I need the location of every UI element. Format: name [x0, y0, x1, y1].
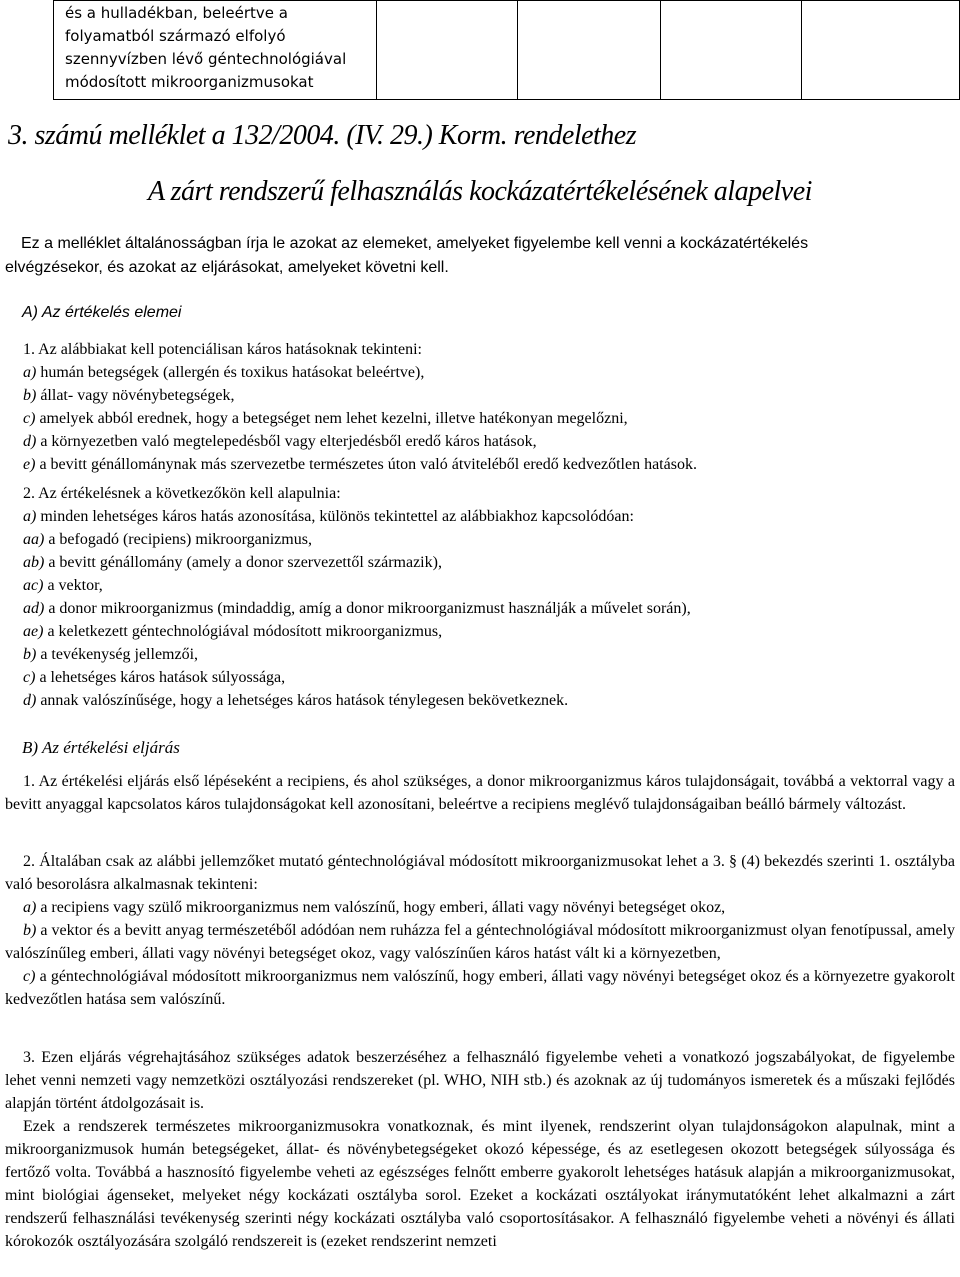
table-cell-empty: [661, 1, 802, 100]
section-b-point-3: [5, 1046, 955, 1253]
paragraph: 3. Ezen eljárás végrehajtásához szükséges adatok beszerzéséhez a felhasználó figyelembe veheti a vonatkozó jogszabályokat, de figyelembe lehet venni nemzeti vagy nemzetközi osztályozási rendszereket (pl. WHO, NIH stb.) és azoknak az új tudományos ismeretek és a műszaki fejlődés alapján történt átdolgozásait is.: [5, 1049, 955, 1112]
item-text: humán betegségek (allergén és toxikus hatásokat beleértve),: [36, 364, 425, 381]
item-text: a vektor és a bevitt anyag természetéből adódóan nem ruházza fel a géntechnológiával módosított mikroorganizmust olyan fenotípussal, amely valószínűleg emberi, állati vagy növényi betegséget okoz, vagy valószínűen káros hatást vált ki a környezetben,: [5, 922, 955, 962]
item-text: amelyek abból erednek, hogy a betegséget nem lehet kezelni, illetve hatékonyan megelőzni,: [35, 410, 628, 427]
item-text: a donor mikroorganizmus (mindaddig, amíg a donor mikroorganizmust használják a művelet során),: [44, 600, 691, 617]
item-mark: e): [23, 456, 36, 473]
section-a-point-2: [5, 482, 955, 712]
item-mark: a): [23, 899, 37, 916]
table-cell-empty: [518, 1, 661, 100]
item-mark: ad): [23, 600, 45, 617]
item-mark: b): [23, 922, 37, 939]
section-a-point-1: [5, 338, 955, 476]
table-cell-line: szennyvízben lévő géntechnológiával: [65, 50, 347, 68]
list-item: [5, 528, 955, 551]
paragraph: Ezek a rendszerek természetes mikroorganizmusokra vonatkoznak, és mint ilyenek, rendszerint olyan tulajdonságokon alapulnak, mint a mikroorganizmusok humán betegségeket, állat- és növénybetegségeket okozó képessége, és az esetlegesen okozott betegségek súlyossága és fertőző volta. Továbbá a hasznosító figyelembe veheti az egészséges felnőtt emberre gyakorolt lehetséges hatásuk alapján a mikroorganizmusokat, mint biológiai ágenseket, melyeket négy kockázati osztályba sorol. Ezeket a kockázati osztályokat iránymutatóként lehet alkalmazni a zárt rendszerű felhasználási tevékenység szerinti négy kockázati osztályba való csoportosításakor. A felhasználó figyelembe veheti a növényi és állati kórokozók osztályozására szolgáló rendszereit is (ezeket rendszerint nemzeti: [5, 1118, 955, 1250]
list-item: [5, 453, 955, 476]
item-text: a recipiens vagy szülő mikroorganizmus nem valószínű, hogy emberi, állati vagy növényi betegséget okoz,: [36, 899, 726, 916]
list-item: [5, 896, 955, 919]
item-text: a géntechnológiával módosított mikroorganizmus nem valószínű, hogy emberi, állati vagy növényi betegséget okoz és a környezetre gyakorolt kedvezőtlen hatása sem valószínű.: [5, 968, 955, 1008]
item-text: a bevitt génállomány (amely a donor szervezettől származik),: [44, 554, 442, 571]
item-mark: a): [23, 364, 37, 381]
list-item: [5, 620, 955, 643]
list-item: [5, 551, 955, 574]
paragraph: 1. Az értékelési eljárás első lépéseként a recipiens, és ahol szükséges, a donor mikroorganizmus káros tulajdonságait, továbbá a vektorral vagy a bevitt anyaggal kapcsolatos káros tulajdonságokat kell azonosítani, beleértve a recipiens meglévő tulajdonságaiban beálló bármely változást.: [5, 773, 955, 813]
item-text: a lehetséges káros hatások súlyossága,: [35, 669, 286, 686]
annex-reference: 3. számú melléklet a 132/2004. (IV. 29.) Korm. rendelethez: [8, 120, 637, 151]
list-item: [5, 505, 955, 528]
item-mark: b): [23, 646, 37, 663]
item-mark: ab): [23, 554, 45, 571]
table-cell-line: és a hulladékban, beleértve a: [65, 4, 288, 22]
item-mark: d): [23, 433, 37, 450]
item-mark: c): [23, 410, 36, 427]
item-text: annak valószínűsége, hogy a lehetséges káros hatások ténylegesen bekövetkeznek.: [36, 692, 569, 709]
table-cell-empty: [802, 1, 960, 100]
item-text: a tevékenység jellemzői,: [36, 646, 199, 663]
item-mark: c): [23, 669, 36, 686]
list-item: [5, 965, 955, 1011]
section-b-heading: B) Az értékelési eljárás: [22, 738, 180, 757]
item-mark: ae): [23, 623, 44, 640]
list-item: [5, 597, 955, 620]
item-mark: a): [23, 508, 37, 525]
list-item: [5, 361, 955, 384]
point-lead: 2. Általában csak az alábbi jellemzőket mutató géntechnológiával módosított mikroorganizmusokat lehet a 3. § (4) bekezdés szerinti 1. osztályba való besorolásra alkalmasnak tekinteni:: [5, 853, 955, 893]
item-text: a keletkezett géntechnológiával módosított mikroorganizmus,: [43, 623, 443, 640]
item-text: a bevitt génállománynak más szervezetbe természetes úton való átviteléből eredő kedvezőtlen hatások.: [35, 456, 697, 473]
table-cell-line: módosított mikroorganizmusokat: [65, 73, 314, 91]
item-text: a befogadó (recipiens) mikroorganizmus,: [44, 531, 312, 548]
item-text: a vektor,: [43, 577, 103, 594]
list-item: [5, 407, 955, 430]
item-text: minden lehetséges káros hatás azonosítása, különös tekintettel az alábbiakhoz kapcsolódóan:: [36, 508, 634, 525]
section-a-heading: A) Az értékelés elemei: [22, 304, 182, 321]
list-item: [5, 384, 955, 407]
continuation-table: [53, 0, 960, 100]
item-mark: aa): [23, 531, 45, 548]
list-item: [5, 574, 955, 597]
table-cell-empty: [377, 1, 518, 100]
list-item: [5, 919, 955, 965]
intro-paragraph: [5, 232, 955, 280]
list-item: [5, 689, 955, 712]
item-text: állat- vagy növénybetegségek,: [36, 387, 235, 404]
point-lead: 1. Az alábbiakat kell potenciálisan káros hatásoknak tekinteni:: [23, 341, 422, 358]
point-lead: 2. Az értékelésnek a következőkön kell alapulnia:: [23, 485, 341, 502]
list-item: [5, 643, 955, 666]
intro-line: Ez a melléklet általánosságban írja le azokat az elemeket, amelyeket figyelembe kell venni a kockázatértékelés: [21, 235, 809, 252]
section-b-point-1: [5, 770, 955, 816]
item-mark: ac): [23, 577, 44, 594]
table-cell-line: folyamatból származó elfolyó: [65, 27, 286, 45]
intro-line: elvégzésekor, és azokat az eljárásokat, amelyeket követni kell.: [5, 259, 449, 276]
item-mark: b): [23, 387, 37, 404]
list-item: [5, 430, 955, 453]
item-mark: d): [23, 692, 37, 709]
item-text: a környezetben való megtelepedésből vagy elterjedésből eredő káros hatások,: [36, 433, 537, 450]
table-cell-substance: [54, 1, 377, 100]
item-mark: c): [23, 968, 36, 985]
list-item: [5, 666, 955, 689]
document-title: A zárt rendszerű felhasználás kockázatértékelésének alapelvei: [148, 176, 812, 207]
section-b-point-2: [5, 850, 955, 1011]
